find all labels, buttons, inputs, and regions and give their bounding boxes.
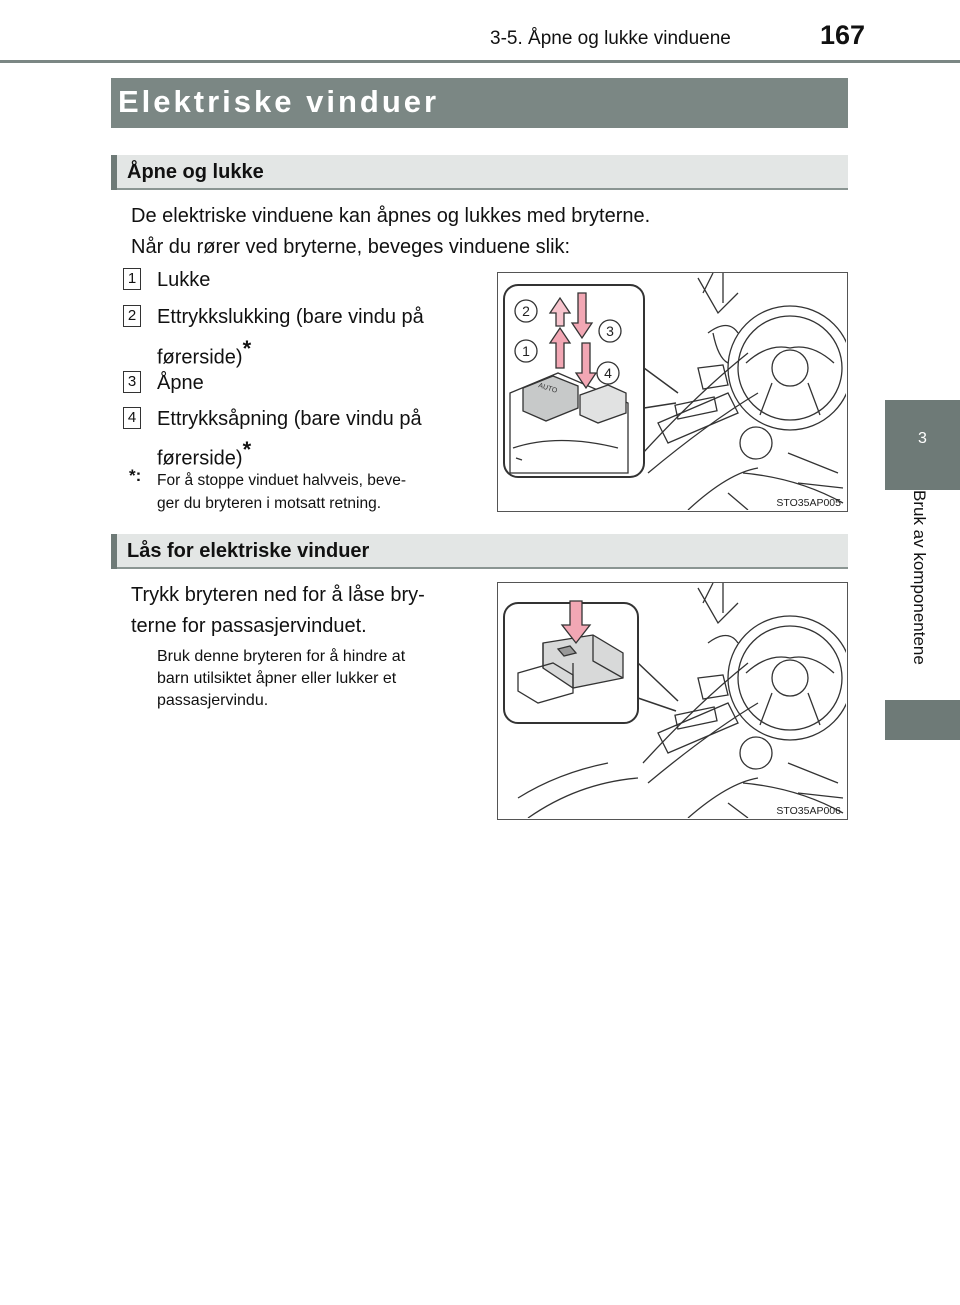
page-number: 167 — [820, 20, 866, 50]
callout-4: 4 — [604, 365, 612, 381]
item-text-2-line-1: Ettrykkslukking (bare vindu på — [157, 306, 424, 328]
footnote-star: * — [242, 437, 252, 462]
item-text-1: Lukke — [157, 269, 211, 291]
auto-label: AUTO — [537, 382, 558, 395]
item-text-4-line-1: Ettrykksåpning (bare vindu på — [157, 408, 422, 430]
footnote-star: * — [242, 336, 252, 361]
item-text-4-label: førerside) — [157, 447, 243, 470]
intro-line-2: Når du rører ved bryterne, beveges vinduene slik: — [131, 236, 571, 258]
lock-text-line-1: Trykk bryteren ned for å låse bry- — [131, 584, 425, 606]
lock-note-line-3: passasjervindu. — [157, 692, 269, 709]
item-number-3: 3 — [123, 371, 141, 393]
section-heading-marker-2 — [111, 534, 117, 569]
section-heading-window-lock: Lås for elektriske vinduer — [127, 540, 370, 562]
lock-note-line-1: Bruk denne bryteren for å hindre at — [157, 648, 406, 665]
item-number-2: 2 — [123, 305, 141, 327]
chapter-number: 3 — [918, 430, 927, 447]
callout-3: 3 — [606, 323, 614, 339]
side-tab-label-area — [885, 490, 960, 700]
item-text-2-label: førerside) — [157, 346, 243, 369]
section-heading-open-close: Åpne og lukke — [127, 161, 264, 183]
car-door-illustration-1 — [498, 273, 846, 510]
lock-text-line-2: terne for passasjervinduet. — [131, 615, 367, 637]
item-number-4: 4 — [123, 407, 141, 429]
car-door-illustration-2 — [498, 583, 846, 818]
item-number-1: 1 — [123, 268, 141, 290]
callout-2: 2 — [522, 303, 530, 319]
figure-code-2: STO35AP006 — [776, 805, 841, 817]
running-header-section: 3-5. Åpne og lukke vinduene — [490, 28, 731, 49]
footnote-mark: *: — [129, 466, 142, 485]
item-text-4-line-2 — [157, 434, 251, 475]
callout-1: 1 — [522, 343, 530, 359]
figure-window-lock — [497, 582, 848, 820]
chapter-title: Bruk av komponentene — [910, 490, 929, 665]
lock-note-line-2: barn utilsiktet åpner eller lukker et — [157, 670, 397, 687]
intro-line-1: De elektriske vinduene kan åpnes og lukkes med bryterne. — [131, 205, 651, 227]
figure-window-switches — [497, 272, 848, 512]
header-rule — [0, 60, 960, 63]
figure-code-1: STO35AP005 — [776, 497, 841, 509]
item-text-3: Åpne — [157, 372, 204, 394]
page-title: Elektriske vinduer — [118, 84, 440, 119]
section-heading-marker — [111, 155, 117, 190]
footnote-line-2: ger du bryteren i motsatt retning. — [157, 495, 382, 512]
footnote-line-1: For å stoppe vinduet halvveis, beve- — [157, 472, 406, 489]
